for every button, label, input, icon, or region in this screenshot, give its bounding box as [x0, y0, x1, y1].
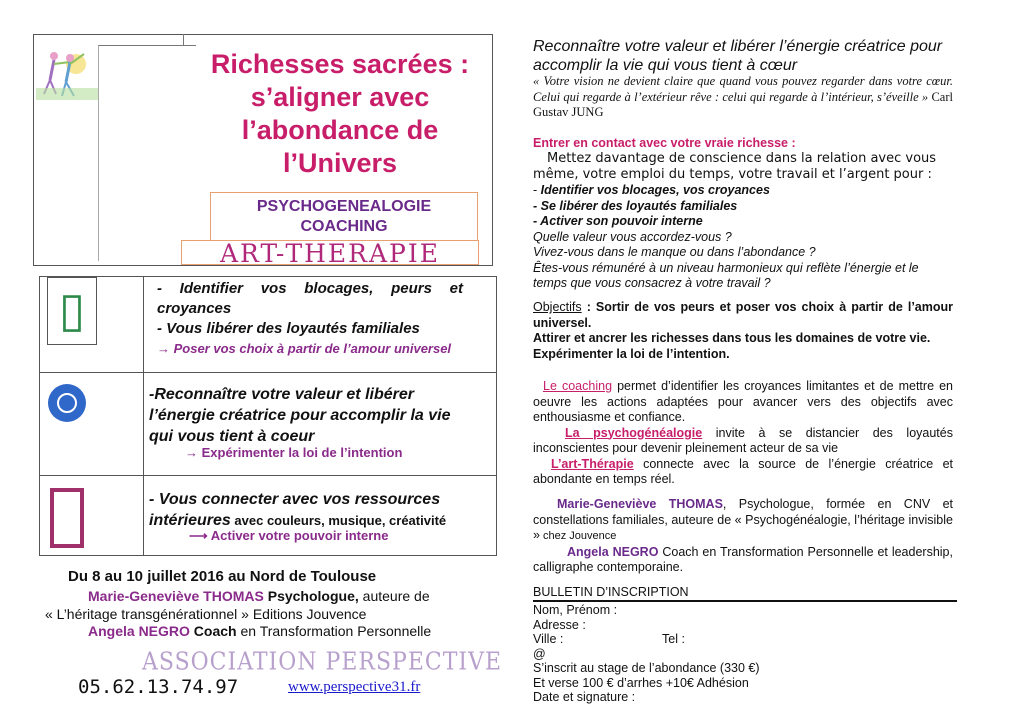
contact-paragraph: Mettez davantage de conscience dans la relation avec vous même, votre emploi du temps, votre travail et l’argent pour : [533, 151, 937, 182]
table-row-3-text: - Vous connecter avec vos ressources intérieures avec couleurs, musique, créativité [149, 491, 447, 529]
right-title: Reconnaître votre valeur et libérer l’énergie créatrice pour accomplir la vie qui vous tient à cœur [533, 38, 943, 74]
table-row-1-text: - Identifier vos blocages, peurs et croyances - Vous libérer des loyautés familiales → Poser vos choix à partir de l’amour universel [157, 280, 463, 356]
event-dates: Du 8 au 10 juillet 2016 au Nord de Toulouse [68, 568, 377, 585]
speakers-bio: Marie-Geneviève THOMAS, Psychologue, formée en CNV et constellations familiales, auteure de « Psychogénéalogie, l’héritage invisible » chez Jouvence Angela NEGRO Coach en Transformation Personnelle et leadership, calligraphe contemporaine. [533, 497, 954, 574]
questions-list: - Identifier vos blocages, vos croyances - Se libérer des loyautés familiales - Activer son pouvoir interne Quelle valeur vous accordez-vous ? Vivez-vous dans le manque ou dans l’abondance ? Êtes-vous rémunéré à un niveau harmonieux qui reflète l’énergie et le temps que vous consacrez à votre travail ? [533, 183, 919, 290]
field-city: Ville : [533, 632, 564, 646]
contact-heading: Entrer en contact avec votre vraie richesse : [533, 136, 796, 150]
phone-number: 05.62.13.74.97 [78, 676, 239, 698]
speaker-mg-book: « L’héritage transgénérationnel » Editions Jouvence [45, 606, 367, 622]
table-row-divider [39, 475, 497, 476]
field-name: Nom, Prénom : [533, 603, 618, 617]
field-address: Adresse : [533, 617, 586, 632]
methods-description: Le coaching permet d’identifier les croyances limitantes et de mettre en oeuvre les actions adaptées pour avancer vers des objectifs avec enthousiasme et confiance. La psychogénéalogie invite à se distancier des loyautés inconscientes pour devenir pleinement acteur de sa vie L’art-Thérapie connecte avec la source de l’énergie créatrice et abondante en temps réel. [533, 379, 953, 486]
bulletin-divider [533, 600, 957, 602]
table-row-divider [39, 372, 497, 373]
square-glyph-icon: ▯ [47, 277, 97, 345]
table-divider [143, 276, 144, 556]
field-email: @ [533, 646, 546, 661]
psychogenealogie-coaching-box: PSYCHOGENEALOGIE COACHING [210, 192, 478, 241]
frame-decoration-tick [183, 34, 184, 46]
circle-logo-icon [48, 384, 86, 422]
art-therapie-banner: ART-THERAPIE [181, 240, 479, 265]
speaker-an: Angela NEGRO Coach en Transformation Personnelle [88, 623, 432, 639]
speaker-mg: Marie-Geneviève THOMAS Psychologue, auteure de [88, 588, 430, 604]
registration-form [533, 603, 953, 705]
field-tel: Tel : [662, 632, 685, 646]
dancers-logo [36, 44, 98, 100]
objectives: Objectifs : Sortir de vos peurs et poser vos choix à partir de l’amour universel. Attirer et ancrer les richesses dans tous les domaines de votre vie. Expérimenter la loi de l’intention. [533, 300, 953, 361]
rectangle-glyph-icon [50, 488, 84, 548]
website-link[interactable]: www.perspective31.fr [288, 679, 421, 695]
bulletin-heading: BULLETIN D’INSCRIPTION [533, 585, 689, 599]
price-line: S’inscrit au stage de l’abondance (330 €) [533, 661, 760, 675]
deposit-line: Et verse 100 € d’arrhes +10€ Adhésion [533, 675, 749, 690]
table-row-3-sub: ⟶ Activer votre pouvoir interne [189, 528, 389, 543]
table-row-2-sub: → Expérimenter la loi de l’intention [185, 445, 403, 460]
association-logo: ASSOCIATION PERSPECTIVE [142, 648, 503, 677]
table-row-2-text: -Reconnaître votre valeur et libérer l’énergie créatrice pour accomplir la vie qui vous tient à coeur [149, 386, 451, 445]
main-title: Richesses sacrées : s’aligner avec l’abondance de l’Univers [210, 49, 470, 178]
field-signature: Date et signature : [533, 690, 636, 704]
jung-quote: « Votre vision ne devient claire que quand vous pouvez regarder dans votre cœur. Celui qui regarde à l’extérieur rêve : celui qui regarde à l’intérieur, s’éveille » Carl Gustav JUNG [533, 74, 953, 119]
frame-decoration [98, 45, 196, 261]
